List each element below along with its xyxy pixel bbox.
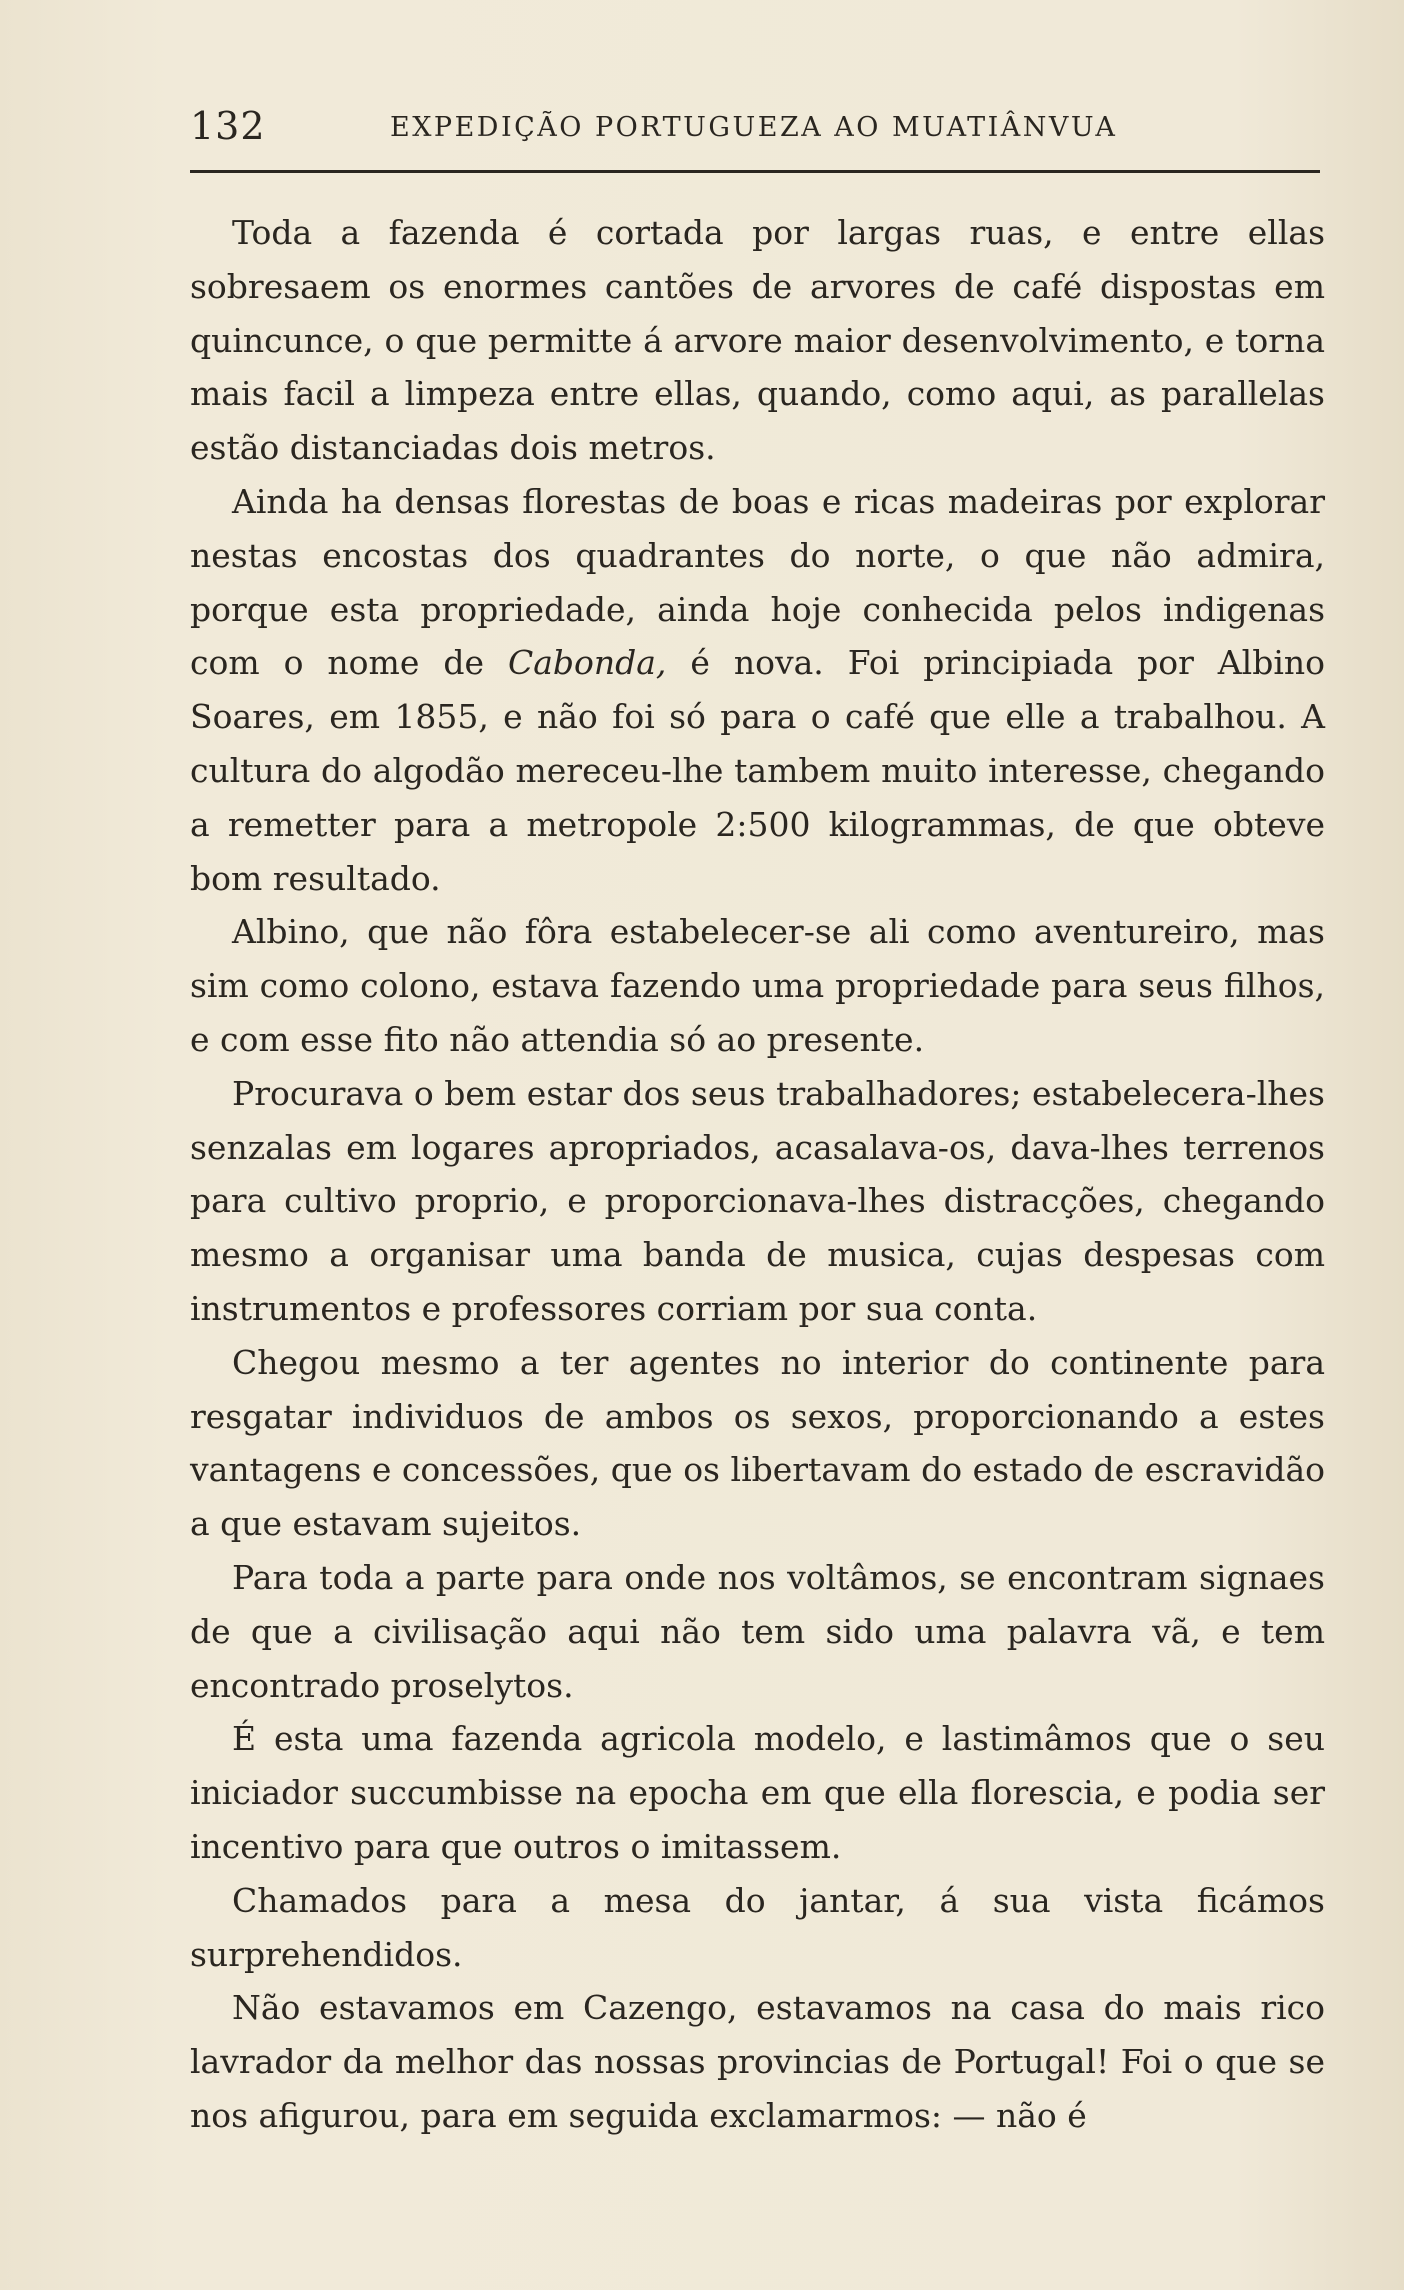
paragraph-2-text-after: é nova. Foi principiada por Albino Soares, em 1855, e não foi só para o café que elle a trabalhou. A cultura do algodão mereceu-lhe tambem muito interesse, chegando a remetter para a metropole 2:500 kilogrammas, de que obteve bom resultado.: [190, 643, 1325, 898]
paragraph-6: Para toda a parte para onde nos voltâmos, se encontram signaes de que a civilisação aqui não tem sido uma palavra vã, e tem encontrado proselytos.: [190, 1557, 1325, 1705]
page-number: 132: [190, 104, 266, 148]
paragraph-2-text-before: Ainda ha densas florestas de boas e ricas madeiras por explorar nestas encostas dos quadrantes do norte, o que não admira, porque esta propriedade, ainda hoje conhecida pelos indigenas com o nome de: [190, 481, 1325, 683]
header-rule: [190, 170, 1320, 173]
paragraph-2: [190, 475, 1325, 905]
paragraph-9: Não estavamos em Cazengo, estavamos na casa do mais rico lavrador da melhor das nossas provincias de Portugal! Foi o que se nos afigurou, para em seguida exclamarmos: — não é: [190, 1988, 1325, 2135]
paragraph-3: Albino, que não fôra estabelecer-se ali como aventureiro, mas sim como colono, estava fazendo uma propriedade para seus filhos, e com esse fito não attendia só ao presente.: [190, 912, 1325, 1059]
body-text: [190, 206, 1325, 2143]
place-name-cabonda: Cabonda,: [507, 643, 667, 683]
page-header: [190, 104, 1320, 160]
running-title: EXPEDIÇÃO PORTUGUEZA AO MUATIÂNVUA: [390, 112, 1118, 143]
paragraph-5: Chegou mesmo a ter agentes no interior do continente para resgatar individuos de ambos os sexos, proporcionando a estes vantagens e concessões, que os libertavam do estado de escravidão a que estavam sujeitos.: [190, 1342, 1325, 1544]
paragraph-7: É esta uma fazenda agricola modelo, e lastimâmos que o seu iniciador succumbisse na epocha em que ella florescia, e podia ser incentivo para que outros o imitassem.: [190, 1719, 1325, 1866]
paragraph-1: Toda a fazenda é cortada por largas ruas, e entre ellas sobresaem os enormes cantões de arvores de café dispostas em quincunce, o que permitte á arvore maior desenvolvimento, e torna mais facil a limpeza entre ellas, quando, como aqui, as parallelas estão distanciadas dois metros.: [190, 213, 1325, 468]
paragraph-4: Procurava o bem estar dos seus trabalhadores; estabelecera-lhes senzalas em logares apropriados, acasalava-os, dava-lhes terrenos para cultivo proprio, e proporcionava-lhes distracções, chegando mesmo a organisar uma banda de musica, cujas despesas com instrumentos e professores corriam por sua conta.: [190, 1073, 1325, 1328]
paragraph-8: Chamados para a mesa do jantar, á sua vista ficámos surprehendidos.: [190, 1880, 1325, 1974]
